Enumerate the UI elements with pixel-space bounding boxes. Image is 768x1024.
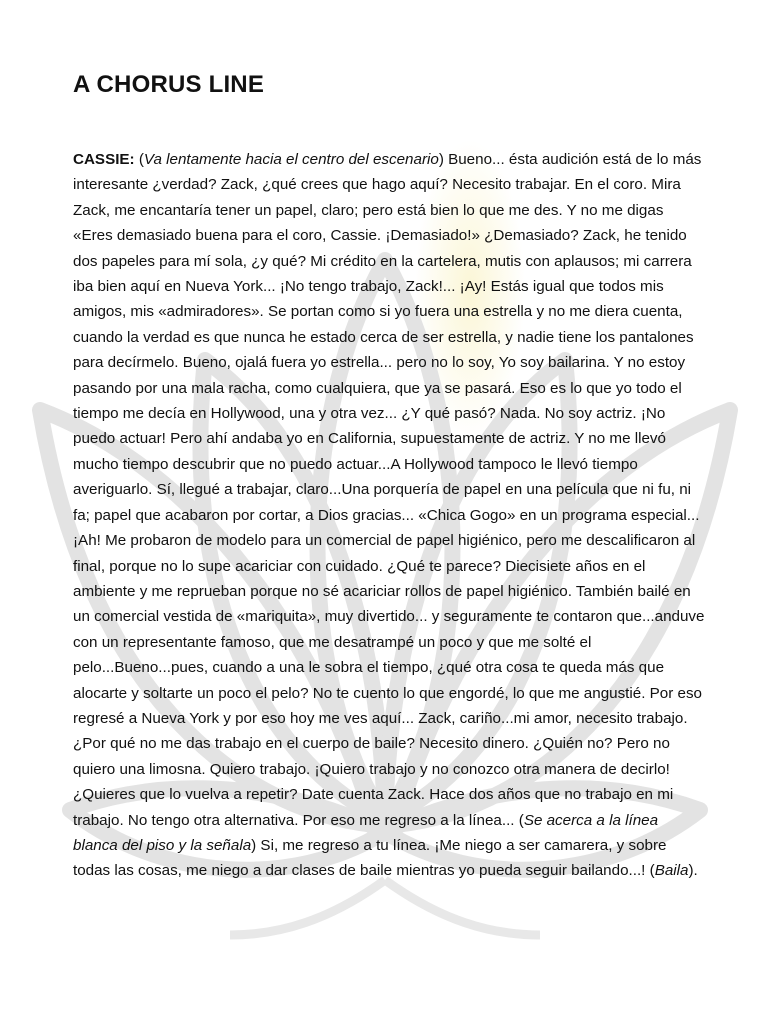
monologue-text: ) Bueno... ésta audición está de lo más interesante ¿verdad? Zack, ¿qué crees que hago aquí? Necesito trabajar. En el coro. Mira Zack, me encantaría tener un papel, claro; pero está bien lo que me des. Y no me digas «Eres demasiado buena para el coro, Cassie. ¡Demasiado!» ¿Demasiado? Zack, he tenido dos papeles para mí sola, ¿y qué? Mi crédito en la cartelera, mutis con aplausos; mi carrera iba bien aquí en Nueva York... ¡No tengo trabajo, Zack!... ¡Ay! Estás igual que todos mis amigos, mis «admiradores». Se portan como si yo fuera una estrella y no me diera cuenta, cuando la verdad es que nunca he estado cerca de ser estrella, y nadie tiene los pantalones para decírmelo. Bueno, ojalá fuera yo estrella... pero no lo soy, Yo soy bailarina. Y no estoy pasando por una mala racha, como cualquiera, que ya se pasará. Eso es lo que yo todo el tiempo me decía en Hollywood, una y otra vez... ¿Y qué pasó? Nada. No soy actriz. ¡No puedo actuar! Pero ahí andaba yo en California, supuestamente de actriz. Y no me llevó mucho tiempo descubrir que no puedo actuar...A Hollywood tampoco le llevó tiempo averiguarlo. Sí, llegué a trabajar, claro...Una porquería de papel en una película que ni fu, ni fa; papel que acabaron por cortar, a Dios gracias... «Chica Gogo» en un programa especial... ¡Ah! Me probaron de modelo para un comercial de papel higiénico, pero me descalificaron al final, porque no lo supe acariciar con cuidado. ¿Qué te parece? Diecisiete años en el ambiente y me reprueban porque no sé acariciar rollos de papel higiénico. También bailé en un comercial vestida de «mariquita», muy divertido... y seguramente te contaron que...anduve con un representante famoso, que me desatrampé un poco y que me solté el pelo...Bueno...pues, cuando a una le sobra el tiempo, ¿qué otra cosa te queda más que alocarte y soltarte un poco el pelo? No te cuento lo que engordé, lo que me angustié. Por eso regresé a Nueva York y por eso hoy me ves aquí... Zack, cariño...mi amor, necesito trabajo. ¿Por qué no me das trabajo en el cuerpo de baile? Necesito dinero. ¿Quién no? Pero no quiero una limosna. Quiero trabajo. ¡Quiero trabajo y no conozco otra manera de decirlo! ¿Quieres que lo vuelva a repetir? Date cuenta Zack. Hace dos años que no trabajo en mi trabajo. No tengo otra alternativa. Por eso me regreso a la línea... ( bbox=[73, 151, 705, 829]
stage-direction: Va lentamente hacia el centro del escenario bbox=[143, 151, 439, 168]
monologue-text: ). bbox=[688, 862, 698, 880]
speaker-name: CASSIE: bbox=[73, 151, 135, 168]
document-title: A CHORUS LINE bbox=[73, 71, 265, 98]
monologue-paragraph bbox=[73, 147, 706, 884]
stage-direction: Baila bbox=[654, 862, 689, 880]
monologue-text: ) Si, me regreso a tu línea. ¡Me niego a ser camarera, y sobre todas las cosas, me niego a dar clases de baile mientras yo pueda seguir bailando...! ( bbox=[73, 836, 667, 880]
monologue-text: ( bbox=[134, 151, 144, 168]
stage-direction: Se acerca a la línea blanca del piso y la señala bbox=[73, 811, 659, 854]
